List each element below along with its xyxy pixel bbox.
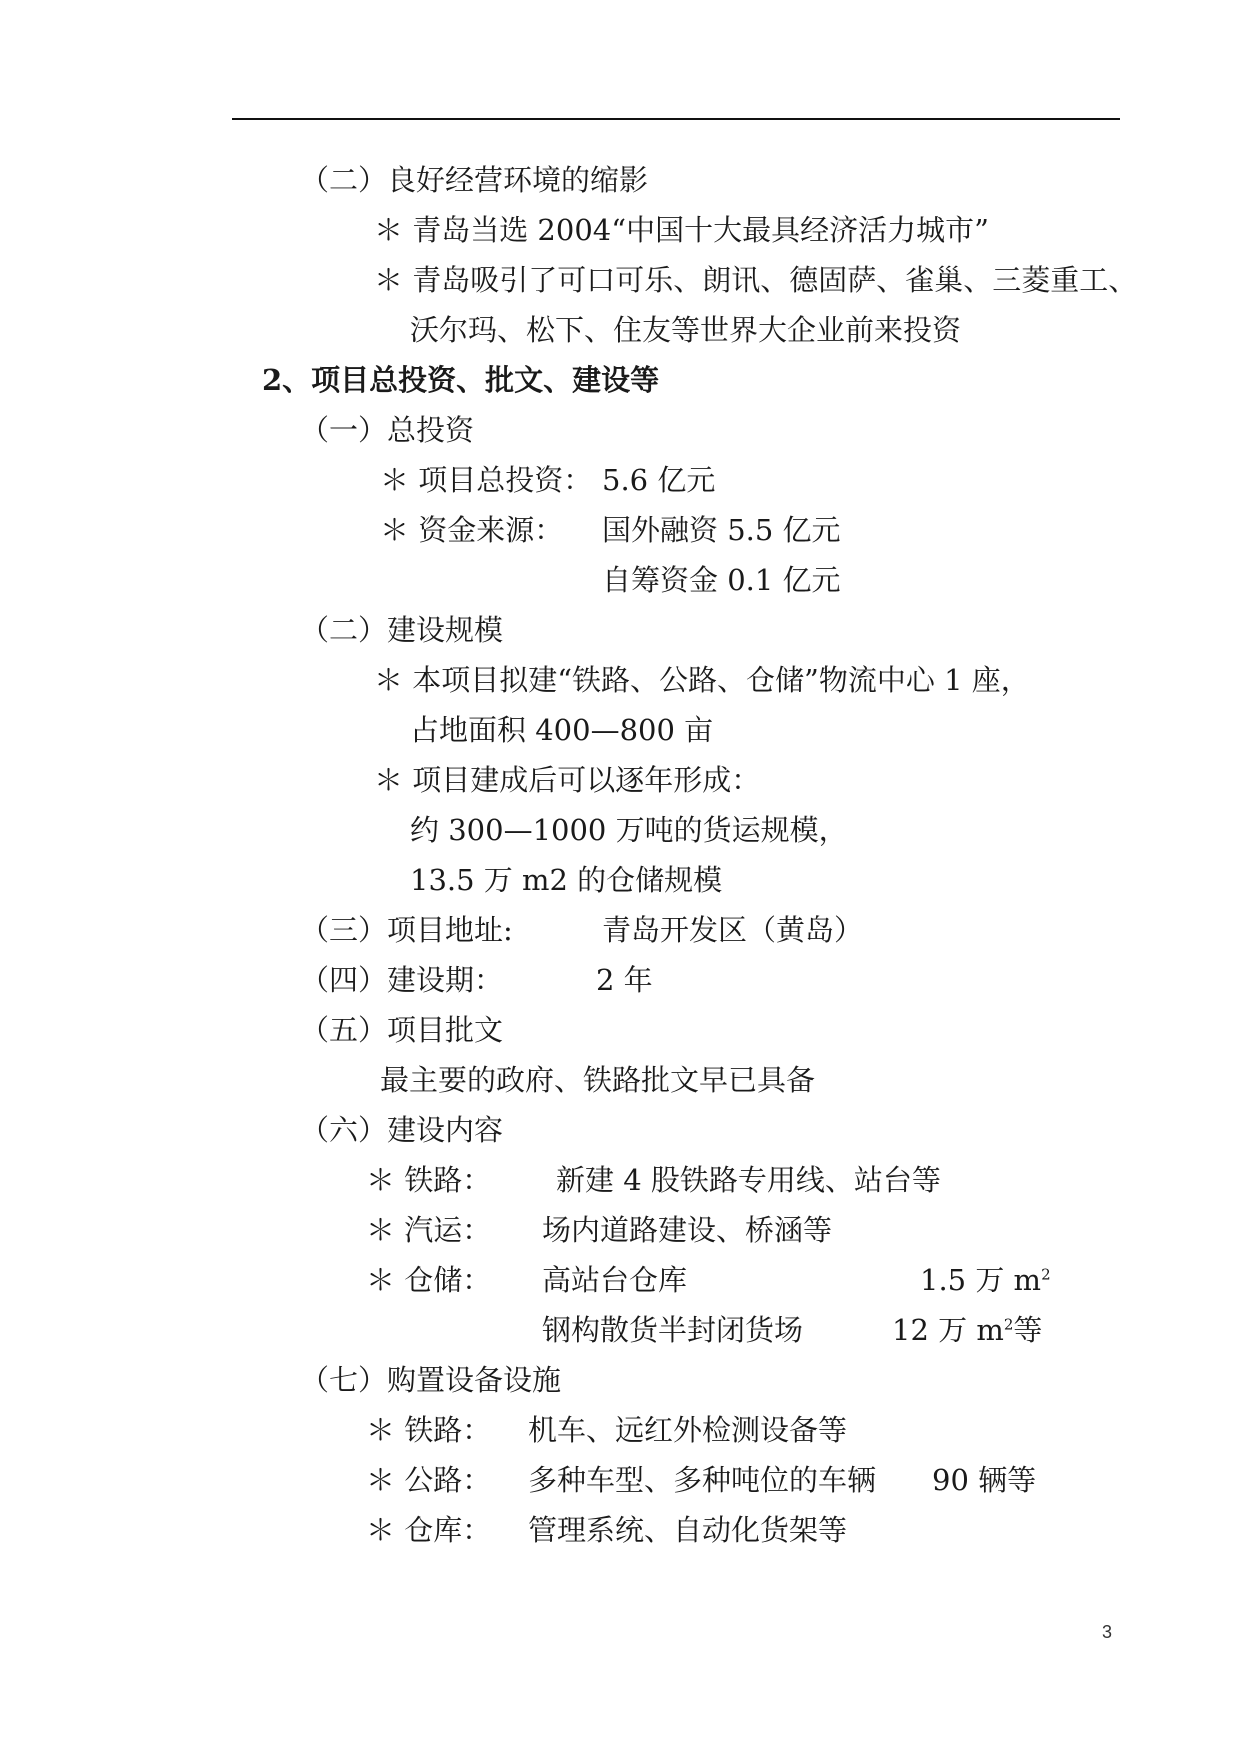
content-storage-qty-2: 12 万 $m^2$等: [892, 1313, 1043, 1347]
equipment-rail-label: ＊ 铁路：: [366, 1413, 492, 1447]
content-storage-item-1: 高站台仓库: [542, 1263, 688, 1297]
page-number: 3: [1102, 1622, 1113, 1642]
investment-heading: （一）总投资: [300, 413, 475, 447]
equipment-road-qty: 90 辆等: [932, 1463, 1037, 1497]
section-2-title: 2、项目总投资、批文、建设等: [262, 363, 660, 397]
investment-total-label: ＊ 项目总投资：: [380, 463, 593, 497]
equipment-storage-label: ＊ 仓库：: [366, 1513, 492, 1547]
scale-bullet-1: ＊ 本项目拟建“铁路、公路、仓储”物流中心 1 座，: [374, 663, 1030, 697]
content-storage-item-2: 钢构散货半封闭货场: [542, 1313, 804, 1347]
env-bullet-2-cont: 沃尔玛、松下、住友等世界大企业前来投资: [410, 313, 962, 347]
env-bullet-2: ＊ 青岛吸引了可口可乐、朗讯、德固萨、雀巢、三菱重工、: [374, 263, 1138, 297]
period-label: （四）建设期：: [300, 963, 504, 997]
period-value: 2 年: [596, 963, 653, 997]
investment-source-label: ＊ 资金来源：: [380, 513, 564, 547]
investment-source-value-1: 国外融资 5.5 亿元: [602, 513, 841, 547]
approval-heading: （五）项目批文: [300, 1013, 504, 1047]
equipment-rail-value: 机车、远红外检测设备等: [528, 1413, 848, 1447]
investment-total-value: 5.6 亿元: [602, 463, 716, 497]
content-rail-label: ＊ 铁路：: [366, 1163, 492, 1197]
content-truck-value: 场内道路建设、桥涵等: [542, 1213, 833, 1247]
equipment-storage-value: 管理系统、自动化货架等: [528, 1513, 848, 1547]
scale-bullet-2-line-1: 约 300—1000 万吨的货运规模，: [410, 813, 848, 847]
approval-text: 最主要的政府、铁路批文早已具备: [380, 1063, 816, 1097]
env-heading: （二）良好经营环境的缩影: [300, 163, 649, 197]
content-storage-qty-1: 1.5 万 $m^2$: [920, 1263, 1051, 1297]
address-label: （三）项目地址:: [300, 913, 513, 947]
env-bullet-1: ＊ 青岛当选 2004“中国十大最具经济活力城市”: [374, 213, 989, 247]
header-rule: [232, 118, 1120, 120]
scale-bullet-2-line-2: 13.5 万 m2 的仓储规模: [410, 863, 723, 897]
scale-bullet-1-cont: 占地面积 400—800 亩: [410, 713, 714, 747]
equipment-road-label: ＊ 公路：: [366, 1463, 492, 1497]
equipment-heading: （七）购置设备设施: [300, 1363, 562, 1397]
scale-bullet-2: ＊ 项目建成后可以逐年形成：: [374, 763, 761, 797]
content-heading: （六）建设内容: [300, 1113, 504, 1147]
equipment-road-value: 多种车型、多种吨位的车辆: [528, 1463, 877, 1497]
address-value: 青岛开发区（黄岛）: [602, 913, 864, 947]
content-storage-label: ＊ 仓储：: [366, 1263, 492, 1297]
investment-source-value-2: 自筹资金 0.1 亿元: [602, 563, 841, 597]
content-rail-value: 新建 4 股铁路专用线、站台等: [556, 1163, 941, 1197]
scale-heading: （二）建设规模: [300, 613, 504, 647]
content-truck-label: ＊ 汽运：: [366, 1213, 492, 1247]
